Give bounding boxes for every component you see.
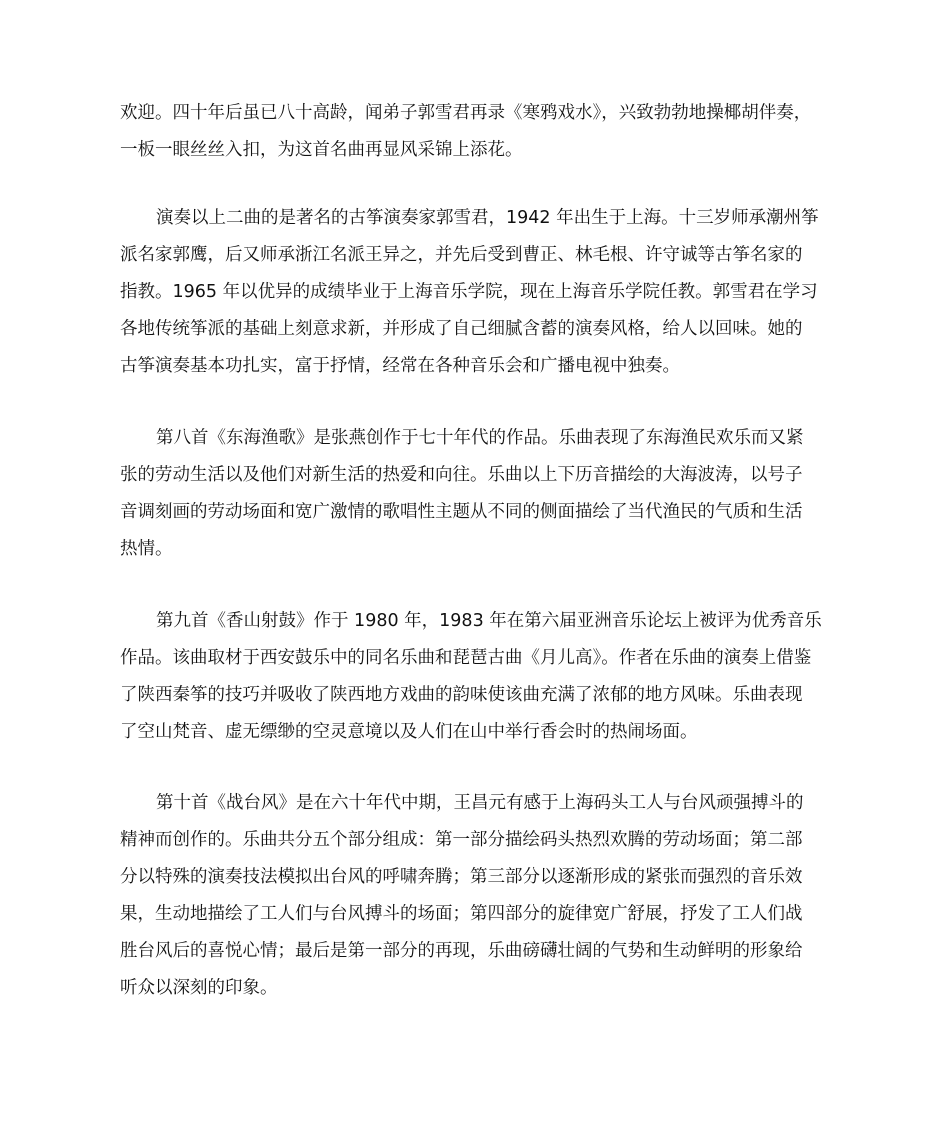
text-line: 各地传统筝派的基础上刻意求新，并形成了自己细腻含蓄的演奏风格，给人以回味。她的 [120, 319, 803, 339]
text-line: 热情。 [120, 539, 173, 559]
text-line: 指教。1965 年以优异的成绩毕业于上海音乐学院，现在上海音乐学院任教。郭雪君在学习 [120, 282, 818, 302]
text-line: 一板一眼丝丝入扣，为这首名曲再显风采锦上添花。 [120, 140, 523, 160]
text-line: 胜台风后的喜悦心情；最后是第一部分的再现，乐曲磅礴壮阔的气势和生动鲜明的形象给 [120, 941, 803, 961]
text-line: 欢迎。四十年后虽已八十高龄，闻弟子郭雪君再录《寒鸦戏水》，兴致勃勃地操椰胡伴奏， [120, 103, 812, 123]
text-line: 果，生动地描绘了工人们与台风搏斗的场面；第四部分的旋律宽广舒展，抒发了工人们战 [120, 904, 803, 924]
text-line: 张的劳动生活以及他们对新生活的热爱和向往。乐曲以上下历音描绘的大海波涛，以号子 [120, 465, 803, 485]
text-line: 古筝演奏基本功扎实，富于抒情，经常在各种音乐会和广播电视中独奏。 [120, 356, 680, 376]
text-line: 了空山梵音、虚无缥缈的空灵意境以及人们在山中举行香会时的热闹场面。 [120, 722, 698, 742]
text-line: 第九首《香山射鼓》作于 1980 年，1983 年在第六届亚洲音乐论坛上被评为优秀音乐 [156, 611, 822, 631]
paragraph-intro-continuation [120, 95, 830, 169]
paragraph-track-10 [120, 785, 830, 1007]
text-line: 第十首《战台风》是在六十年代中期，王昌元有感于上海码头工人与台风顽强搏斗的 [156, 793, 804, 813]
text-line: 第八首《东海渔歌》是张燕创作于七十年代的作品。乐曲表现了东海渔民欢乐而又紧 [156, 428, 804, 448]
text-line: 音调刻画的劳动场面和宽广激情的歌唱性主题从不同的侧面描绘了当代渔民的气质和生活 [120, 502, 803, 522]
text-line: 精神而创作的。乐曲共分五个部分组成：第一部分描绘码头热烈欢腾的劳动场面；第二部 [120, 830, 803, 850]
paragraph-performer-guo-xuejun [120, 200, 830, 385]
text-line: 了陕西秦筝的技巧并吸收了陕西地方戏曲的韵味使该曲充满了浓郁的地方风味。乐曲表现 [120, 685, 803, 705]
paragraph-track-8 [120, 420, 830, 568]
text-line: 派名家郭鹰，后又师承浙江名派王异之，并先后受到曹正、林毛根、许守诚等古筝名家的 [120, 245, 803, 265]
text-line: 分以特殊的演奏技法模拟出台风的呼啸奔腾；第三部分以逐渐形成的紧张而强烈的音乐效 [120, 867, 803, 887]
text-line: 作品。该曲取材于西安鼓乐中的同名乐曲和琵琶古曲《月儿高》。作者在乐曲的演奏上借鉴 [120, 648, 812, 668]
text-line: 听众以深刻的印象。 [120, 978, 278, 998]
text-line: 演奏以上二曲的是著名的古筝演奏家郭雪君，1942 年出生于上海。十三岁师承潮州筝 [156, 208, 819, 228]
paragraph-track-9 [120, 603, 830, 751]
